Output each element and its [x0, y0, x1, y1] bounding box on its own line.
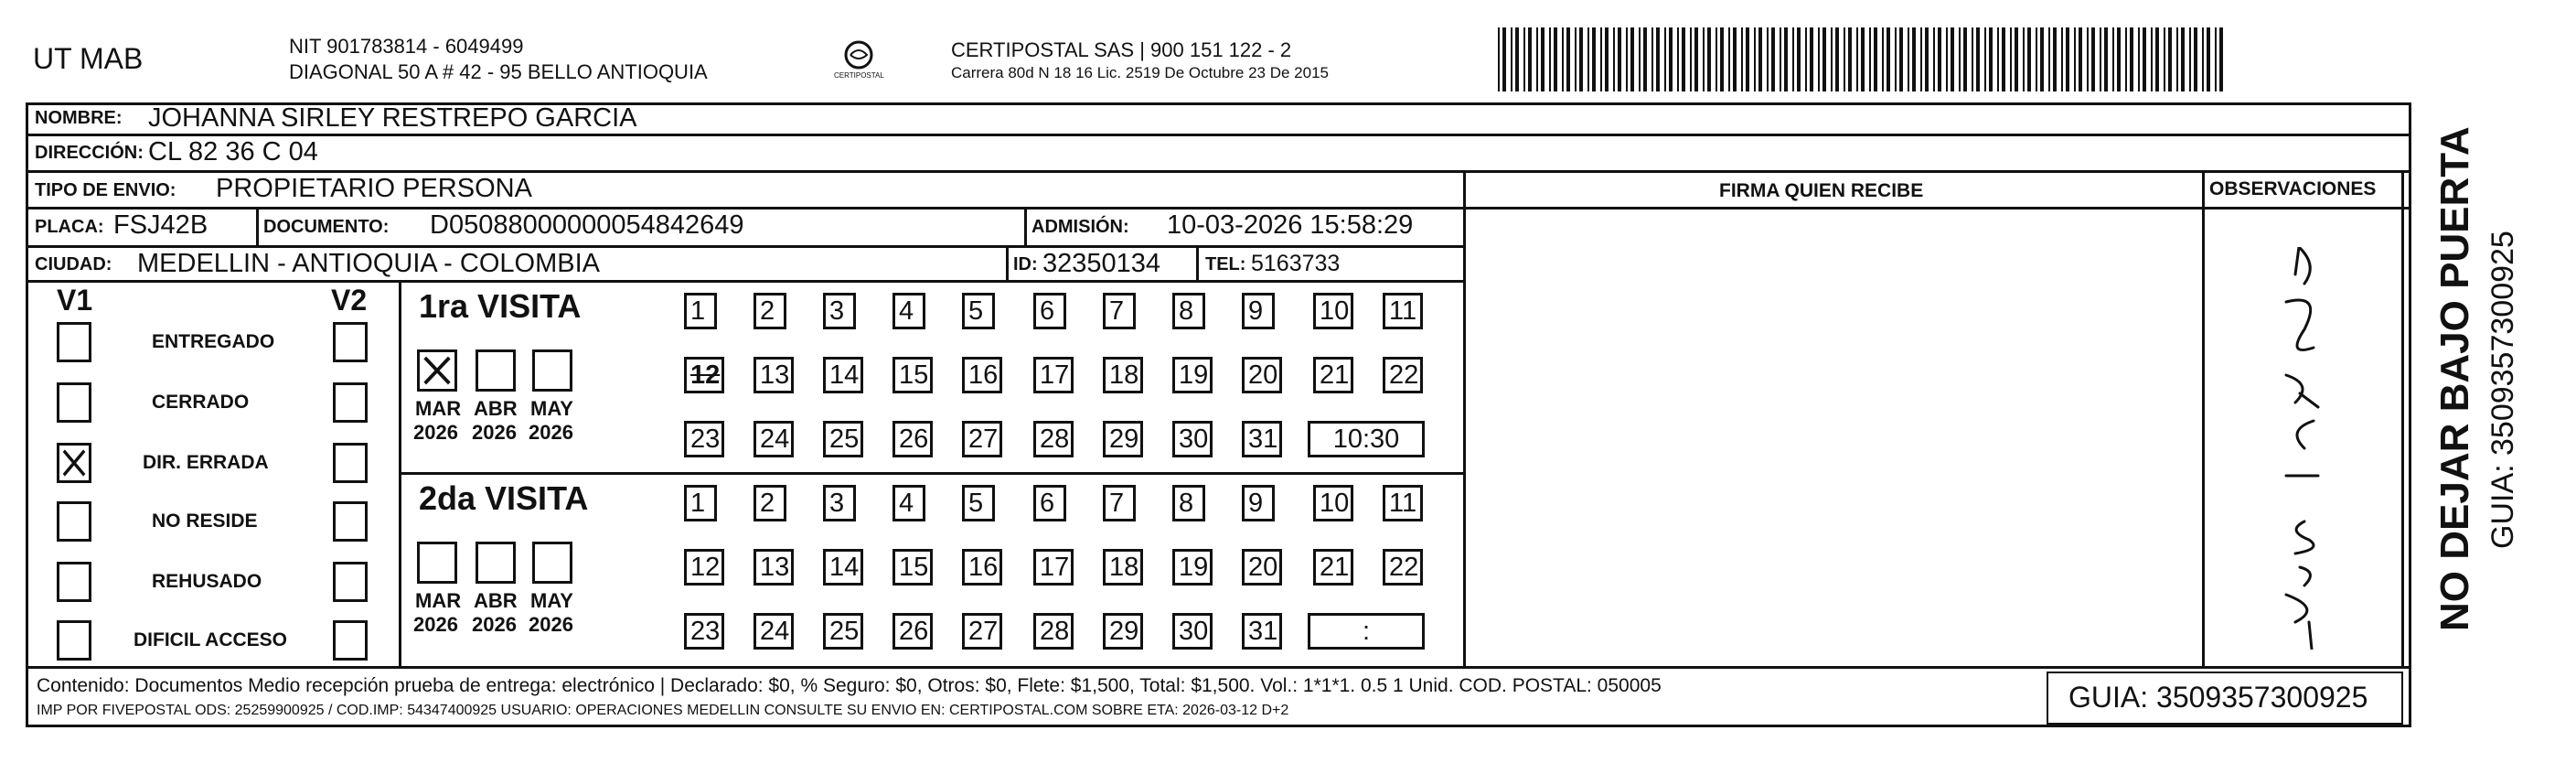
tel-label: TEL: — [1205, 254, 1246, 274]
day-box[interactable]: 27 — [962, 421, 1002, 457]
day-box[interactable]: 11 — [1383, 485, 1423, 521]
day-box[interactable]: 23 — [684, 421, 724, 457]
day-box[interactable]: 9 — [1242, 485, 1275, 521]
day-box[interactable]: 28 — [1033, 613, 1074, 650]
day-box[interactable]: 19 — [1172, 357, 1213, 393]
day-box[interactable]: 30 — [1172, 421, 1213, 457]
day-box[interactable]: 18 — [1103, 549, 1143, 586]
month-label: MAR — [415, 397, 462, 420]
placa-value: FSJ42B — [113, 210, 208, 240]
month-checkbox[interactable] — [532, 542, 572, 584]
month-label: ABR — [474, 397, 518, 420]
status-label: DIR. ERRADA — [143, 452, 269, 473]
day-box[interactable]: 7 — [1103, 293, 1136, 329]
day-box[interactable]: 7 — [1103, 485, 1136, 521]
day-box[interactable]: 3 — [823, 485, 856, 521]
status-label: REHUSADO — [152, 571, 262, 592]
month-label: MAY — [530, 397, 573, 420]
day-box[interactable]: 19 — [1172, 549, 1213, 586]
day-box[interactable]: 13 — [754, 549, 794, 586]
day-box[interactable]: 20 — [1242, 549, 1282, 586]
handwritten-signature — [2231, 247, 2368, 650]
side-warning: NO DEJAR BAJO PUERTA — [2432, 126, 2477, 631]
day-box[interactable]: 23 — [684, 613, 724, 650]
ciudad-label: CIUDAD: — [35, 254, 112, 274]
logo-text: CERTIPOSTAL — [834, 71, 884, 80]
tipo-envio-label: TIPO DE ENVIO: — [35, 180, 176, 200]
day-box[interactable]: 25 — [823, 421, 863, 457]
status-label: CERRADO — [152, 392, 250, 413]
company-address: Carrera 80d N 18 16 Lic. 2519 De Octubre 23 De 2015 — [951, 64, 1329, 81]
side-guia: GUIA: 3509357300925 — [2485, 231, 2520, 549]
day-box[interactable]: 26 — [893, 613, 933, 650]
month-checkbox[interactable] — [417, 349, 457, 392]
day-box[interactable]: 17 — [1033, 549, 1074, 586]
day-box[interactable]: 2 — [754, 293, 786, 329]
id-value: 32350134 — [1042, 249, 1161, 278]
month-checkbox[interactable] — [476, 542, 516, 584]
day-box[interactable]: 28 — [1033, 421, 1074, 457]
v1-checkbox[interactable] — [57, 322, 91, 362]
day-box[interactable]: 31 — [1242, 421, 1282, 457]
month-year: 2026 — [529, 613, 573, 636]
month-year: 2026 — [413, 613, 458, 636]
direccion-value: CL 82 36 C 04 — [148, 137, 318, 167]
visit-time[interactable]: : — [1308, 613, 1425, 650]
day-box[interactable]: 29 — [1103, 421, 1143, 457]
day-box[interactable]: 8 — [1172, 293, 1205, 329]
visit-title: 2da VISITA — [419, 479, 589, 517]
day-box[interactable]: 6 — [1033, 485, 1066, 521]
day-box[interactable]: 2 — [754, 485, 786, 521]
day-box[interactable]: 17 — [1033, 357, 1074, 393]
day-box[interactable]: 11 — [1383, 293, 1423, 329]
sender-address: DIAGONAL 50 A # 42 - 95 BELLO ANTIOQUIA — [289, 60, 708, 83]
v2-checkbox[interactable] — [333, 443, 368, 483]
day-box[interactable]: 27 — [962, 613, 1002, 650]
day-box[interactable]: 30 — [1172, 613, 1213, 650]
tel-value: 5163733 — [1251, 251, 1341, 276]
v1-header: V1 — [57, 284, 93, 317]
v1-checkbox[interactable] — [57, 562, 91, 602]
day-box[interactable]: 12 — [684, 357, 724, 393]
barcode — [1498, 27, 2229, 91]
ciudad-value: MEDELLIN - ANTIOQUIA - COLOMBIA — [137, 249, 600, 278]
day-box[interactable]: 29 — [1103, 613, 1143, 650]
day-box[interactable]: 21 — [1313, 357, 1353, 393]
day-box[interactable]: 25 — [823, 613, 863, 650]
month-label: ABR — [474, 589, 518, 612]
day-box[interactable]: 1 — [684, 485, 717, 521]
v2-header: V2 — [331, 284, 368, 317]
day-box[interactable]: 8 — [1172, 485, 1205, 521]
day-box[interactable]: 24 — [754, 613, 794, 650]
month-label: MAY — [530, 589, 573, 612]
day-box[interactable]: 6 — [1033, 293, 1066, 329]
v2-checkbox[interactable] — [333, 501, 368, 542]
month-label: MAR — [415, 589, 462, 612]
certipostal-logo — [832, 38, 885, 84]
day-box[interactable]: 16 — [962, 549, 1002, 586]
day-box[interactable]: 5 — [962, 485, 995, 521]
admision-label: ADMISIÓN: — [1031, 217, 1129, 237]
month-checkbox[interactable] — [532, 349, 572, 392]
day-box[interactable]: 21 — [1313, 549, 1353, 586]
v1-checkbox[interactable] — [57, 382, 91, 423]
sender-nit: NIT 901783814 - 6049499 — [289, 35, 524, 58]
month-year: 2026 — [472, 421, 517, 444]
footer-imp: IMP POR FIVEPOSTAL ODS: 25259900925 / COD.IMP: 54347400925 USUARIO: OPERACIONES MEDELLIN CONSULTE SU ENVIO EN: CERTIPOSTAL.COM SOBRE ETA: 2026-03-12 D+2 — [37, 703, 1289, 718]
day-box[interactable]: 10 — [1313, 293, 1353, 329]
day-box[interactable]: 10 — [1313, 485, 1353, 521]
day-box[interactable]: 3 — [823, 293, 856, 329]
day-box[interactable]: 9 — [1242, 293, 1275, 329]
footer-guia: GUIA: 3509357300925 — [2068, 681, 2368, 714]
tipo-envio-value: PROPIETARIO PERSONA — [216, 174, 532, 203]
v2-checkbox[interactable] — [333, 620, 368, 661]
month-year: 2026 — [472, 613, 517, 636]
placa-label: PLACA: — [35, 217, 104, 237]
direccion-label: DIRECCIÓN: — [35, 143, 144, 163]
day-box[interactable]: 12 — [684, 549, 724, 586]
month-checkbox[interactable] — [476, 349, 516, 392]
v2-checkbox[interactable] — [333, 562, 368, 602]
status-label: NO RESIDE — [152, 510, 258, 532]
day-box[interactable]: 4 — [893, 293, 925, 329]
day-box[interactable]: 15 — [893, 357, 933, 393]
day-box[interactable]: 18 — [1103, 357, 1143, 393]
day-box[interactable]: 31 — [1242, 613, 1282, 650]
month-checkbox[interactable] — [417, 542, 457, 584]
observaciones-header: OBSERVACIONES — [2209, 178, 2377, 199]
v1-checkbox[interactable] — [57, 620, 91, 661]
v2-checkbox[interactable] — [333, 322, 368, 362]
footer-content: Contenido: Documentos Medio recepción prueba de entrega: electrónico | Declarado: $0, % Seguro: $0, Otros: $0, Flete: $1,500, Total: $1,500. Vol.: 1*1*1. 0.5 1 Unid. COD. POSTAL: 050005 — [37, 675, 1662, 696]
visit-title: 1ra VISITA — [419, 287, 582, 325]
nombre-label: NOMBRE: — [35, 108, 123, 128]
month-year: 2026 — [529, 421, 573, 444]
day-box[interactable]: 4 — [893, 485, 925, 521]
v2-checkbox[interactable] — [333, 382, 368, 423]
day-box[interactable]: 24 — [754, 421, 794, 457]
id-label: ID: — [1013, 254, 1038, 274]
day-box[interactable]: 5 — [962, 293, 995, 329]
day-box[interactable]: 13 — [754, 357, 794, 393]
company-name: CERTIPOSTAL SAS | 900 151 122 - 2 — [951, 38, 1292, 61]
admision-value: 10-03-2026 15:58:29 — [1167, 210, 1414, 240]
firma-header: FIRMA QUIEN RECIBE — [1719, 180, 1924, 201]
day-box[interactable]: 22 — [1383, 549, 1423, 586]
day-box[interactable]: 16 — [962, 357, 1002, 393]
month-year: 2026 — [413, 421, 458, 444]
day-box[interactable]: 26 — [893, 421, 933, 457]
visit-time[interactable]: 10:30 — [1308, 421, 1425, 457]
v1-checkbox[interactable] — [57, 443, 91, 483]
day-box[interactable]: 22 — [1383, 357, 1423, 393]
day-box[interactable]: 1 — [684, 293, 717, 329]
day-box[interactable]: 15 — [893, 549, 933, 586]
status-label: ENTREGADO — [152, 331, 275, 352]
day-box[interactable]: 14 — [823, 549, 863, 586]
day-box[interactable]: 14 — [823, 357, 863, 393]
documento-label: DOCUMENTO: — [263, 217, 390, 237]
v1-checkbox[interactable] — [57, 501, 91, 542]
day-box[interactable]: 20 — [1242, 357, 1282, 393]
status-label: DIFICIL ACCESO — [134, 629, 288, 650]
documento-value: D05088000000054842649 — [430, 210, 744, 240]
sender-name: UT MAB — [33, 42, 144, 75]
nombre-value: JOHANNA SIRLEY RESTREPO GARCIA — [148, 103, 637, 133]
